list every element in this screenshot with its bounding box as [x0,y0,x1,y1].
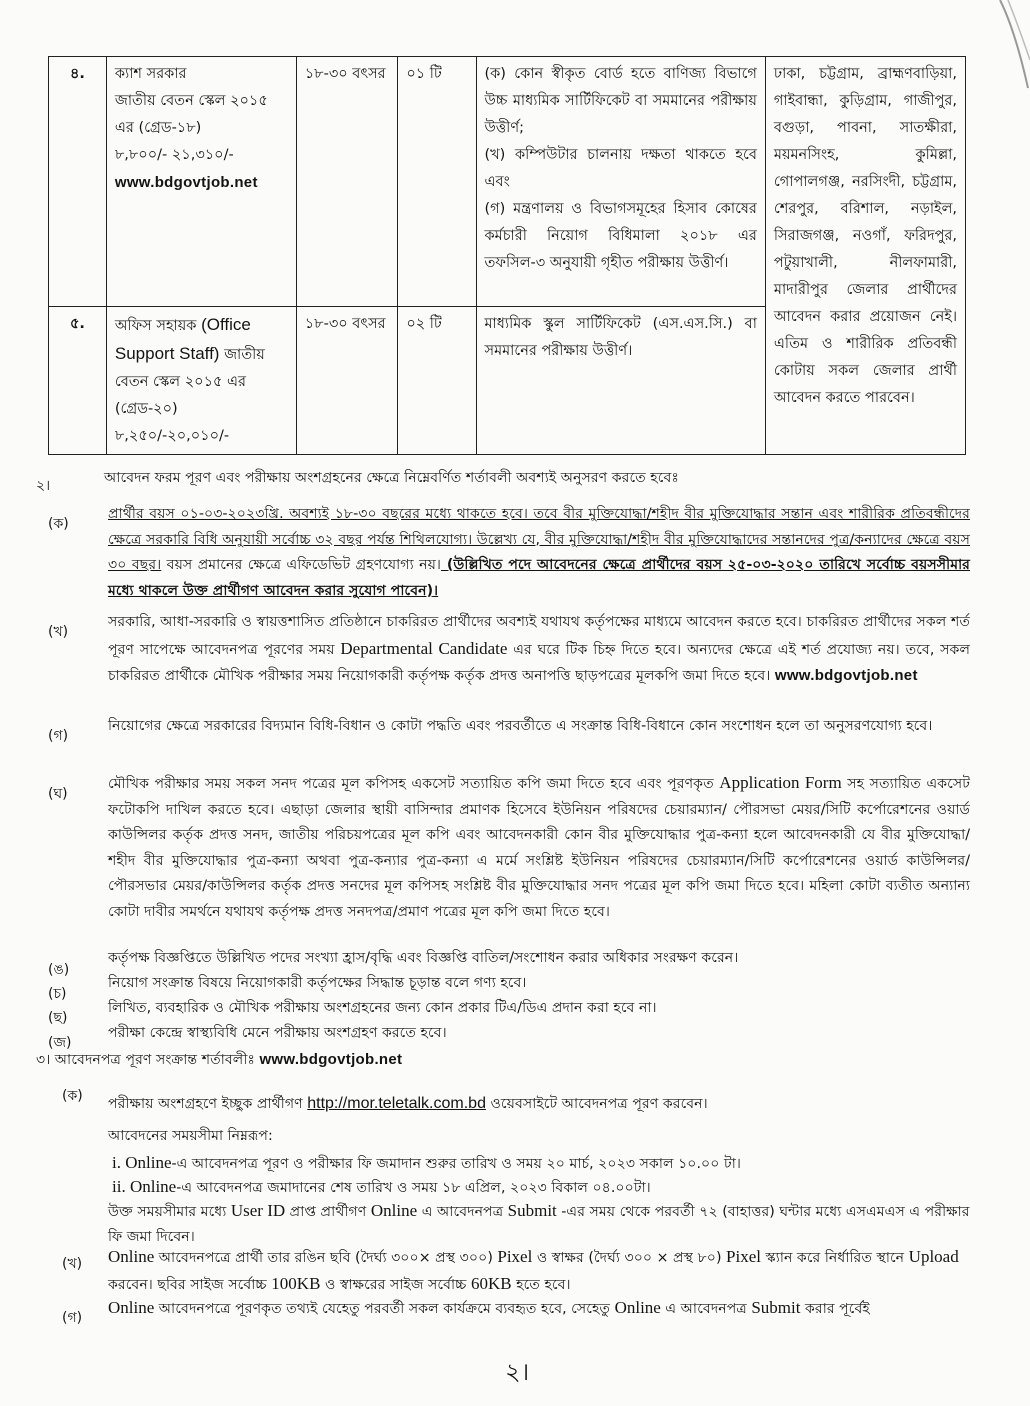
paragraph-text: স্ক্যান করে নির্ধারিত স্থানে [765,1250,905,1266]
apply-online-line [108,1092,970,1116]
paragraph-latin-term: Online [614,1298,661,1317]
deadline-start [112,1151,972,1176]
paragraph-text: আবেদনপত্রে পূরণকৃত তথ্যই যেহেতু পরবর্তী সকল কার্যক্রমে ব্যবহৃত হবে, সেহেতু [158,1301,611,1317]
item-label: (খ) [62,1256,83,1272]
paragraph-latin-term: Online [108,1298,155,1317]
quota-paragraph: নিয়োগের ক্ষেত্রে সরকারের বিদ্যমান বিধি-বিধান ও কোটা পদ্ধতি এবং পরবর্তীতে এ সংক্রান্ত বিধি-বিধানে কোন সংশোধন হলে তা অনুসরণযোগ্য হবে। [108,718,933,734]
posts-table [48,56,966,455]
paragraph-latin-term: Departmental Candidate [340,638,508,658]
paragraph-text: করার পূর্বেই [804,1301,870,1317]
paragraph-latin-term: User ID [230,1201,286,1220]
teletalk-link[interactable]: http://mor.teletalk.com.bd [307,1095,486,1112]
paragraph-text: পরীক্ষায় অংশগ্রহণে ইচ্ছুক প্রার্থীগণ [108,1096,303,1112]
fee-deadline-note [108,1198,970,1250]
post-name-line: ক্যাশ সরকার [114,66,187,82]
post-age-limit: ১৮-৩০ বৎসর [296,307,398,455]
watermark-text: www.bdgovtjob.net [259,1051,403,1068]
paragraph-latin-term: Pixel [497,1247,533,1266]
item-label: (গ) [62,1310,83,1326]
age-condition-bold: (উল্লিখিত পদে আবেদনের ক্ষেত্রে প্রার্থীদের বয়স ২৫-০৩-২০২০ তারিখে সর্বোচ্চ বয়সসীমার মধ্যে থাকলে উক্ত প্রার্থীগণ আবেদন করার সুযোগ পাবেন)। [108,557,970,599]
post-name-line: এর (গ্রেড-১৮) [114,120,202,136]
watermark-text: www.bdgovtjob.net [774,667,918,684]
item-label: (ঙ) [48,962,70,978]
post-name-cell [106,57,296,307]
scan-corner-artifact [970,0,1030,90]
age-condition-underlined: প্রার্থীর বয়স ০১-০৩-২০২৩খ্রি. অবশ্যই ১৮-৩০ বছরের মধ্যে থাকতে হবে। তবে বীর মুক্তিযোদ্ধা/শহীদ বীর মুক্তিযোদ্ধার সন্তান এবং শারীরিক প্রতিবন্ধীদের ক্ষেত্রে সরকারি বিধি অনুযায়ী সর্বোচ্চ ৩২ বছর পর্যন্ত শিথিলযোগ্য। উল্লেখ্য যে, বীর মুক্তিযোদ্ধা/শহীদ বীর মুক্তিযোদ্ধাদের সন্তানদের পুত্র/কন্যাদের ক্ষেত্রে বয়স ৩০ বছর। [108,506,970,573]
photo-upload-paragraph [108,1244,970,1298]
list-item: পরীক্ষা কেন্দ্রে স্বাস্থ্যবিধি মেনে পরীক্ষায় অংশগ্রহণ করতে হবে। [108,1025,447,1041]
paragraph-latin-term: Pixel [726,1247,761,1266]
post-count: ০২ টি [398,307,476,455]
paragraph-latin-term: Submit [751,1298,801,1317]
post-name-cell [106,307,296,455]
employed-candidates-paragraph [108,610,970,690]
post-count: ০১ টি [398,57,476,307]
post-age-limit: ১৮-৩০ বৎসর [296,57,398,307]
item-label: (জ) [48,1035,72,1051]
post-number: ৪. [49,57,107,307]
paragraph-text: -এর সময় থেকে পরবর্তী ৭২ (বাহাত্তর) ঘন্টার মধ্যে এসএমএস এ পরীক্ষার ফি জমা দিবেন। [108,1204,970,1245]
post-number: ৫. [49,307,107,455]
age-condition-plain: বয়স প্রমানের ক্ষেত্রে এফিডেভিট গ্রহণযোগ্য নয়। [161,557,442,573]
qualification-item: (খ) কম্পিউটার চালনায় দক্ষতা থাকতে হবে এবং [484,147,757,190]
paragraph-text: ও স্বাক্ষরের সাইজ সর্বোচ্চ [324,1277,467,1293]
paragraph-latin-term: Online [370,1201,418,1220]
paragraph-latin-term: i. Online [112,1153,172,1172]
item-label: (ঘ) [48,786,68,802]
deadline-end [112,1175,972,1200]
district-restriction: ঢাকা, চট্টগ্রাম, ব্রাহ্মণবাড়িয়া, গাইবান্ধা, কুড়িগ্রাম, গাজীপুর, বগুড়া, পাবনা, সাতক্ষীরা, ময়মনসিংহ, কুমিল্লা, গোপালগঞ্জ, নরসিংদী, চট্টগ্রাম, শেরপুর, বরিশাল, নড়াইল, সিরাজগঞ্জ, নওগাঁ, ফরিদপুর, পটুয়াখালী, নীলফামারী, মাদারীপুর জেলার প্রার্থীদের আবেদন করার প্রয়োজন নেই। এতিম ও শারীরিক প্রতিবন্ধী কোটায় সকল জেলার প্রার্থী আবেদন করতে পারবেন। [765,57,965,455]
post-qualification: মাধ্যমিক স্কুল সার্টিফিকেট (এস.এস.সি.) বা সমমানের পরীক্ষায় উত্তীর্ণ। [476,307,765,455]
paragraph-latin-term: ii. Online [112,1177,177,1196]
paragraph-latin-term: Online [108,1247,155,1266]
section-heading [36,1048,402,1072]
paragraph-latin-term: 60KB [471,1274,512,1293]
paragraph-text: -এ আবেদনপত্র জমাদানের শেষ তারিখ ও সময় ১৮ এপ্রিল, ২০২৩ বিকাল ০৪.০০টা। [176,1180,651,1196]
item-label: (ক) [62,1088,83,1104]
paragraph-latin-term: 100KB [271,1274,321,1293]
deadline-heading: আবেদনের সময়সীমা নিম্নরূপ: [108,1128,273,1144]
paragraph-text: ও স্বাক্ষর (দৈর্ঘ্য ৩০০ × প্রস্থ ৮০) [536,1250,722,1266]
list-item: লিখিত, ব্যবহারিক ও মৌখিক পরীক্ষায় অংশগ্রহনের জন্য কোন প্রকার টিএ/ডিএ প্রদান করা হবে না। [108,1000,657,1016]
paragraph-text: উক্ত সময়সীমার মধ্যে [108,1204,227,1220]
item-label: (খ) [48,624,69,640]
paragraph-text: হতে হবে। [516,1277,571,1293]
watermark-text: www.bdgovtjob.net [114,174,258,191]
page-number: ২। [505,1358,530,1386]
paragraph-text: আবেদনপত্রে প্রার্থী তার রঙিন ছবি (দৈর্ঘ্য ৩০০× প্রস্থ ৩০০) [158,1250,493,1266]
paragraph-latin-term: Submit [507,1201,557,1220]
list-item: কর্তৃপক্ষ বিজ্ঞপ্তিতে উল্লিখিত পদের সংখ্যা হ্রাস/বৃদ্ধি এবং বিজ্ঞপ্তি বাতিল/সংশোধন করার অধিকার সংরক্ষণ করেন। [108,950,739,966]
table-row [49,57,966,307]
paragraph-text: সহ সত্যায়িত একসেট ফটোকপি দাখিল করতে হবে। এছাড়া জেলার স্থায়ী বাসিন্দার প্রমাণক হিসেবে ইউনিয়ন পরিষদের চেয়ারম্যান/ পৌরসভা মেয়র/সিটি কর্পোরেশনের ওয়ার্ড কাউন্সিলর কর্তৃক প্রদত্ত সনদ, জাতীয় পরিচয়পত্রের মূল কপি এবং আবেদনকারী কোন বীর মুক্তিযোদ্ধার পুত্র-কন্যা হলে আবেদনকারী যে বীর মুক্তিযোদ্ধা/শহীদ বীর মুক্তিযোদ্ধার পুত্র-কন্যা অথবা পুত্র-কন্যার পুত্র-কন্যা এ মর্মে সংশ্লিষ্ট ইউনিয়ন পরিষদের চেয়ারম্যান/সিটি কর্পোরেশনের ওয়ার্ড কাউন্সিলর/পৌরসভার মেয়র/কাউন্সিলর কর্তৃক প্রদত্ত সনদের মূল কপিসহ সংশ্লিষ্ট বীর মুক্তিযোদ্ধার সনদ পত্রের মূল কপি জমা দিতে হবে। মহিলা কোটা ব্যতীত অন্যান্য কোটা দাবীর সমর্থনে যথাযথ কর্তৃপক্ষ প্রদত্ত সনদপত্র/প্রমাণ পত্রের মূল কপি জমা দিতে হবে। [108,776,970,920]
paragraph-text: -এ আবেদনপত্র পূরণ ও পরীক্ষার ফি জমাদান শুরুর তারিখ ও সময় ২০ মার্চ, ২০২৩ সকাল ১০.০০ টা। [171,1156,741,1172]
item-label: (গ) [48,728,69,744]
paragraph-text: প্রাপ্ত প্রার্থীগণ [289,1204,367,1220]
paragraph-text: মৌখিক পরীক্ষার সময় সকল সনদ পত্রের মূল কপিসহ একসেট সত্যায়িত কপি জমা দিতে হবে এবং পূরণকৃত [108,776,714,792]
paragraph-text: এ আবেদনপত্র [421,1204,504,1220]
item-label: (চ) [48,986,67,1002]
qualification-item: (গ) মন্ত্রণালয় ও বিভাগসমূহের হিসাব কোষের কর্মচারী নিয়োগ বিধিমালা ২০১৮ এর তফসিল-৩ অনুযায়ী গৃহীত পরীক্ষায় উত্তীর্ণ। [484,201,757,271]
list-item: নিয়োগ সংক্রান্ত বিষয়ে নিয়োগকারী কর্তৃপক্ষের সিদ্ধান্ত চূড়ান্ত বলে গণ্য হবে। [108,975,527,991]
post-salary: ৮,৮০০/- ২১,৩১০/- [114,147,234,163]
paragraph-latin-term: Application Form [719,773,842,792]
submit-note-paragraph [108,1296,970,1321]
documents-paragraph [108,770,970,925]
section-heading: আবেদন ফরম পূরণ এবং পরীক্ষায় অংশগ্রহনের ক্ষেত্রে নিম্নেবর্ণিত শর্তাবলী অবশ্যই অনুসরণ করতে হবেঃ [104,470,679,486]
paragraph-text: এ আবেদনপত্র [665,1301,747,1317]
item-label: (ক) [48,516,69,532]
paragraph-text: সরকারি, আধা-সরকারি ও স্বায়ত্তশাসিত প্রতিষ্ঠানে চাকরিরত প্রার্থীদের অবশ্যই যথাযথ কর্তৃপক্ষের মাধ্যমে আবেদন করতে হবে। চাকরিরত প্রার্থীদের সকল শর্ত পূরণ সাপেক্ষে আবেদনপত্র পূরণের সময় [108,614,970,658]
paragraph-text: ওয়েবসাইটে আবেদনপত্র পূরণ করবেন। [490,1096,708,1112]
qualification-item: (ক) কোন স্বীকৃত বোর্ড হতে বাণিজ্য বিভাগে উচ্চ মাধ্যমিক সার্টিফিকেট বা সমমানের পরীক্ষায় উত্তীর্ণ; [484,66,757,136]
paragraph-text: এর ঘরে টিক চিহ্ন দিতে হবে। অন্যদের ক্ষেত্রে এই শর্ত প্রযোজ্য নয়। তবে, সকল চাকরিরত প্রার্থীকে মৌখিক পরীক্ষার সময় নিয়োগকারী কর্তৃপক্ষ কর্তৃক প্রদত্ত অনাপত্তি ছাড়পত্রের মূলকপি জমা দিতে হবে। [108,641,971,684]
post-name-line: জাতীয় বেতন স্কেল ২০১৫ [114,93,268,109]
post-qualification [476,57,765,307]
section-heading-text: ৩। আবেদনপত্র পূরণ সংক্রান্ত শর্তাবলীঃ [36,1052,255,1068]
post-salary: জাতীয় বেতন স্কেল ২০১৫ এর (গ্রেড-২০) ৮,২৫০/-২০,০১০/- [114,347,265,444]
paragraph-text: করবেন। ছবির সাইজ সর্বোচ্চ [108,1277,267,1293]
age-condition-paragraph [108,502,970,604]
item-label: (ছ) [48,1010,68,1026]
post-name: অফিস সহায়ক [114,318,197,334]
post-name-english: (Office Support Staff) [114,315,251,363]
section-number: ২। [36,478,51,494]
paragraph-latin-term: Upload [908,1247,959,1266]
